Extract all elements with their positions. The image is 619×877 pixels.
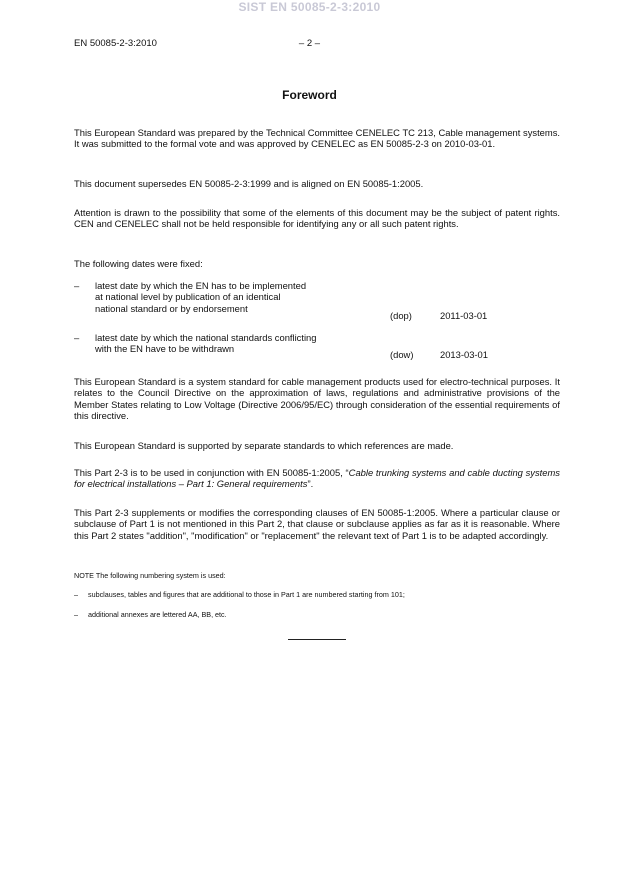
date-code-dow: (dow) bbox=[390, 349, 414, 360]
date-value-dow: 2013-03-01 bbox=[440, 349, 488, 360]
end-rule bbox=[288, 639, 346, 640]
note-dash: – bbox=[74, 610, 78, 619]
note-item: subclauses, tables and figures that are additional to those in Part 1 are numbered starting from 101; bbox=[88, 590, 405, 599]
paragraph-patent: Attention is drawn to the possibility that some of the elements of this document may be the subject of patent rights. CEN and CENELEC shall not be held responsible for identifying any or all such patent rights. bbox=[74, 207, 560, 230]
header-doc-id: EN 50085-2-3:2010 bbox=[74, 38, 157, 49]
paragraph-supersedes: This document supersedes EN 50085-2-3:1999 and is aligned on EN 50085-1:2005. bbox=[74, 178, 424, 189]
date-item-dow-text bbox=[95, 332, 355, 355]
paragraph-system-standard: This European Standard is a system standard for cable management products used for electro-technical purposes. It relates to the Council Directive on the approximation of laws, regulations and administrative provisions of the Member States relating to Low Voltage (Directive 2006/95/EC) through consideration of the essential requirements of this directive. bbox=[74, 376, 560, 422]
date-value-dop: 2011-03-01 bbox=[440, 310, 488, 321]
page-title: Foreword bbox=[282, 88, 337, 102]
paragraph-supported: This European Standard is supported by separate standards to which references are made. bbox=[74, 440, 454, 451]
header-page-number: – 2 – bbox=[298, 38, 321, 49]
paragraph-part1-reference bbox=[74, 467, 560, 490]
paragraph-dates-intro: The following dates were fixed: bbox=[74, 258, 203, 269]
date-item-line: latest date by which the EN has to be implemented bbox=[95, 280, 307, 291]
note-label: NOTE The following numbering system is used: bbox=[74, 571, 226, 580]
text-span: ”. bbox=[307, 478, 314, 490]
list-dash: – bbox=[74, 280, 80, 291]
date-item-line: latest date by which the national standards conflicting bbox=[95, 332, 317, 343]
date-item-line: at national level by publication of an identical bbox=[95, 291, 281, 303]
italic-title: Cable trunking systems and cable ducting systems for electrical installations – Part 1: General requirements bbox=[74, 467, 560, 490]
date-item-line: with the EN have to be withdrawn bbox=[95, 343, 235, 355]
paragraph-committee: This European Standard was prepared by the Technical Committee CENELEC TC 213, Cable management systems. It was submitted to the formal vote and was approved by CENELEC as EN 50085-2-3 on 2010-03-01. bbox=[74, 127, 560, 150]
date-item-dop-text bbox=[95, 280, 355, 314]
note-item: additional annexes are lettered AA, BB, etc. bbox=[88, 610, 227, 619]
text-span: This Part 2-3 is to be used in conjunction with EN 50085-1:2005, “ bbox=[74, 467, 349, 478]
watermark: SIST EN 50085-2-3:2010 bbox=[238, 0, 381, 14]
note-dash: – bbox=[74, 590, 78, 599]
date-item-line: national standard or by endorsement bbox=[95, 302, 248, 314]
list-dash: – bbox=[74, 332, 80, 343]
date-code-dop: (dop) bbox=[390, 310, 412, 321]
paragraph-supplements: This Part 2-3 supplements or modifies the corresponding clauses of EN 50085-1:2005. Where a particular clause or subclause of Part 1 is not mentioned in this Part 2, that clause or subclause applies as far as it is reasonable. Where this Part 2 states "addition", "modification" or "replacement" the relevant text of Part 1 is to be adapted accordingly. bbox=[74, 507, 560, 541]
